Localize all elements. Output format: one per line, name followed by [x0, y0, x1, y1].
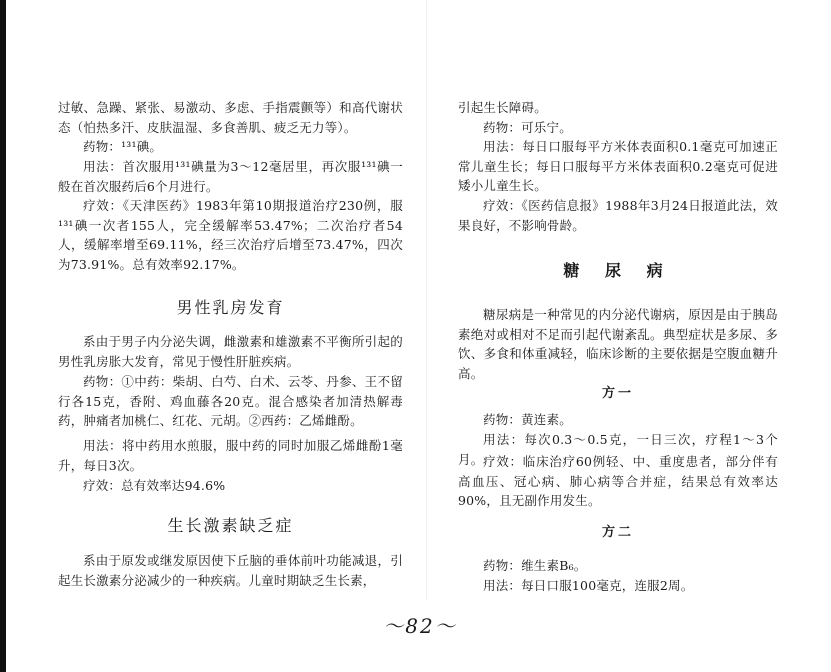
left-continued-paragraph: 过敏、急躁、紧张、易激动、多虑、手指震颤等）和高代谢状态（怕热多汗、皮肤温湿、多食善肌、疲乏无力等）。 — [58, 100, 403, 135]
iodine-usage-paragraph: 用法：首次服用¹³¹碘量为3～12毫居里，再次服¹³¹碘一般在首次服药后6个月进行。 — [58, 159, 403, 194]
section-heading-growth-hormone: 生长激素缺乏症 — [167, 516, 294, 535]
formula-one-effect-paragraph: 疗效：临床治疗60例轻、中、重度患者，部分伴有高血压、冠心病、肺心病等合并症，结果总有效率达90%，且无副作用发生。 — [458, 454, 778, 508]
formula-two-heading: 方二 — [601, 525, 634, 540]
formula-one-usage-line: 用法：每次0.3～0.5克，一日三次，疗程1～3个月。 — [458, 432, 778, 467]
section-heading-diabetes: 糖 尿 病 — [563, 261, 673, 280]
breast-usage-paragraph: 用法：将中药用水煎服，服中药的同时加服乙烯雌酚1毫升，每日3次。 — [58, 438, 403, 473]
page-number: ～82～ — [383, 614, 457, 638]
breast-drug-paragraph: 药物：①中药：柴胡、白芍、白术、云苓、丹参、王不留行各15克，香附、鸡血藤各20克。混合感染者加清热解毒药，肿痛者加桃仁、红花、元胡。②西药：乙烯雌酚。 — [58, 374, 403, 428]
section-heading-male-breast: 男性乳房发育 — [176, 298, 285, 317]
iodine-drug-line: 药物：¹³¹碘。 — [83, 139, 163, 154]
breast-intro-paragraph: 系由于男子内分泌失调，雌激素和雄激素不平衡所引起的男性乳房胀大发育，常见于慢性肝脏疾病。 — [58, 334, 403, 369]
formula-two-usage-line: 用法：每日口服100毫克，连服2周。 — [483, 578, 694, 593]
formula-one-drug-line: 药物：黄连素。 — [483, 412, 572, 427]
breast-effect-line: 疗效：总有效率达94.6% — [83, 478, 226, 493]
clonidine-effect-paragraph: 疗效：《医药信息报》1988年3月24日报道此法，效果良好，不影响骨龄。 — [458, 198, 778, 233]
iodine-effect-paragraph: 疗效：《天津医药》1983年第10期报道治疗230例，服¹³¹碘一次者155人，完全缓解率53.47%；二次治疗者54人，缓解率增至69.11%，经三次治疗后增至73.47%，四次为73.91%。总有效率92.17%。 — [58, 198, 403, 272]
clonidine-usage-paragraph: 用法：每日口服每平方米体表面积0.1毫克可加速正常儿童生长；每日口服每平方米体表面积0.2毫克可促进矮小儿童生长。 — [458, 139, 778, 193]
clonidine-drug-line: 药物：可乐宁。 — [483, 120, 572, 135]
right-continued-paragraph: 引起生长障碍。 — [458, 100, 547, 115]
formula-two-drug-line: 药物：维生素B₆。 — [483, 558, 587, 573]
growth-intro-paragraph: 系由于原发或继发原因使下丘脑的垂体前叶功能减退，引起生长激素分泌减少的一种疾病。儿童时期缺乏生长素， — [58, 553, 403, 588]
scan-edge-shadow — [0, 0, 6, 672]
diabetes-intro-paragraph: 糖尿病是一种常见的内分泌代谢病，原因是由于胰岛素绝对或相对不足而引起代谢紊乱。典型症状是多尿、多饮、多食和体重减轻，临床诊断的主要依据是空腹血糖升高。 — [458, 307, 778, 381]
formula-one-heading: 方一 — [601, 386, 634, 401]
page-gutter — [426, 0, 427, 600]
